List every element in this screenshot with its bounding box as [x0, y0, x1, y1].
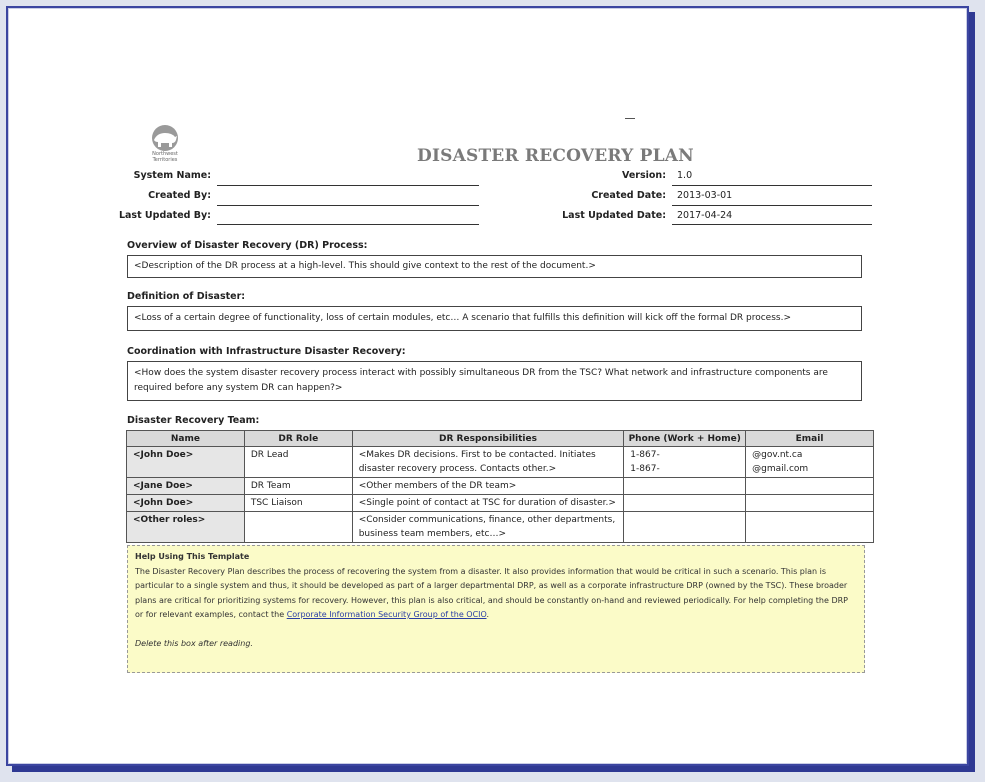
table-row [127, 447, 874, 478]
team-phone-cell[interactable] [624, 512, 746, 543]
email-home: @gmail.com [752, 464, 809, 474]
created-date-label: Created Date: [591, 190, 666, 201]
created-date-underline [672, 205, 872, 206]
team-role-cell[interactable]: TSC Liaison [244, 495, 352, 512]
col-responsibilities-header: DR Responsibilities [352, 431, 624, 447]
team-table-header [127, 431, 874, 447]
logo-caption: Northwest Territories [152, 151, 178, 163]
page-title: DISASTER RECOVERY PLAN [417, 146, 694, 166]
definition-heading: Definition of Disaster: [127, 291, 246, 302]
created-date-value[interactable]: 2013-03-01 [677, 190, 733, 201]
document-page [6, 6, 969, 766]
team-phone-cell[interactable] [624, 495, 746, 512]
phone-home: 1-867- [630, 464, 660, 474]
team-responsibilities-cell[interactable]: <Other members of the DR team> [352, 478, 624, 495]
table-row [127, 495, 874, 512]
created-by-label: Created By: [148, 190, 211, 201]
phone-work: 1-867- [630, 450, 660, 460]
help-body-end: . [486, 610, 490, 619]
team-email-cell[interactable] [746, 512, 874, 543]
team-responsibilities-cell[interactable]: <Consider communications, finance, other departments, business team members, etc…> [352, 512, 624, 543]
delete-note: Delete this box after reading. [135, 638, 253, 648]
created-by-underline [217, 205, 479, 206]
ocio-security-link[interactable]: Corporate Information Security Group of the OCIO [286, 610, 487, 619]
table-row [127, 478, 874, 495]
team-table [126, 430, 874, 543]
help-body [135, 565, 857, 623]
system-name-underline [217, 185, 479, 186]
team-role-cell[interactable]: DR Team [244, 478, 352, 495]
col-name-header: Name [127, 431, 245, 447]
last-updated-date-value[interactable]: 2017-04-24 [677, 210, 733, 221]
team-phone-cell[interactable] [624, 478, 746, 495]
last-updated-date-underline [672, 224, 872, 225]
version-label: Version: [622, 170, 666, 181]
coordination-heading: Coordination with Infrastructure Disaster Recovery: [127, 346, 406, 357]
definition-text-box[interactable]: <Loss of a certain degree of functionality, loss of certain modules, etc… A scenario that fulfills this definition will kick off the formal DR process.> [127, 306, 862, 331]
header-dash [625, 118, 635, 119]
team-heading: Disaster Recovery Team: [127, 415, 260, 426]
team-role-cell[interactable]: DR Lead [244, 447, 352, 478]
team-responsibilities-cell[interactable]: <Single point of contact at TSC for duration of disaster.> [352, 495, 624, 512]
coordination-text-box[interactable]: <How does the system disaster recovery process interact with possibly simultaneous DR from the TSC? What network and infrastructure components are required before any system DR can happen?> [127, 361, 862, 401]
system-name-label: System Name: [133, 170, 211, 181]
table-row [127, 512, 874, 543]
help-box [127, 545, 865, 673]
team-email-cell[interactable] [746, 495, 874, 512]
email-work: @gov.nt.ca [752, 450, 803, 460]
col-email-header: Email [746, 431, 874, 447]
team-role-cell[interactable] [244, 512, 352, 543]
team-name-cell[interactable]: <Jane Doe> [127, 478, 245, 495]
version-underline [672, 185, 872, 186]
team-name-cell[interactable]: <John Doe> [127, 447, 245, 478]
help-heading: Help Using This Template [135, 552, 250, 561]
last-updated-by-label: Last Updated By: [118, 210, 211, 221]
overview-heading: Overview of Disaster Recovery (DR) Process: [127, 240, 368, 251]
help-body-text: The Disaster Recovery Plan describes the process of recovering the system from a disaster. It also provides information that would be critical in such a scenario. This plan is particular to a single system and thus, it should be developed as part of a larger departmental DRP, as well as a corporate infrastructure DRP (owned by the TSC). These broader plans are critical for prioritizing systems for recovery. However, this plan is also critical, and should be constantly on-hand and reviewed periodically. For help completing the DRP or for relevant examples, contact the [135, 566, 849, 619]
last-updated-date-label: Last Updated Date: [562, 210, 666, 221]
team-name-cell[interactable]: <John Doe> [127, 495, 245, 512]
version-value[interactable]: 1.0 [677, 170, 693, 181]
team-responsibilities-cell[interactable]: <Makes DR decisions. First to be contacted. Initiates disaster recovery process. Contacts other.> [352, 447, 624, 478]
col-phone-header: Phone (Work + Home) [624, 431, 746, 447]
team-email-cell[interactable] [746, 447, 874, 478]
col-role-header: DR Role [244, 431, 352, 447]
last-updated-by-underline [217, 224, 479, 225]
overview-text-box[interactable]: <Description of the DR process at a high-level. This should give context to the rest of the document.> [127, 255, 862, 278]
team-email-cell[interactable] [746, 478, 874, 495]
team-name-cell[interactable]: <Other roles> [127, 512, 245, 543]
team-phone-cell[interactable] [624, 447, 746, 478]
